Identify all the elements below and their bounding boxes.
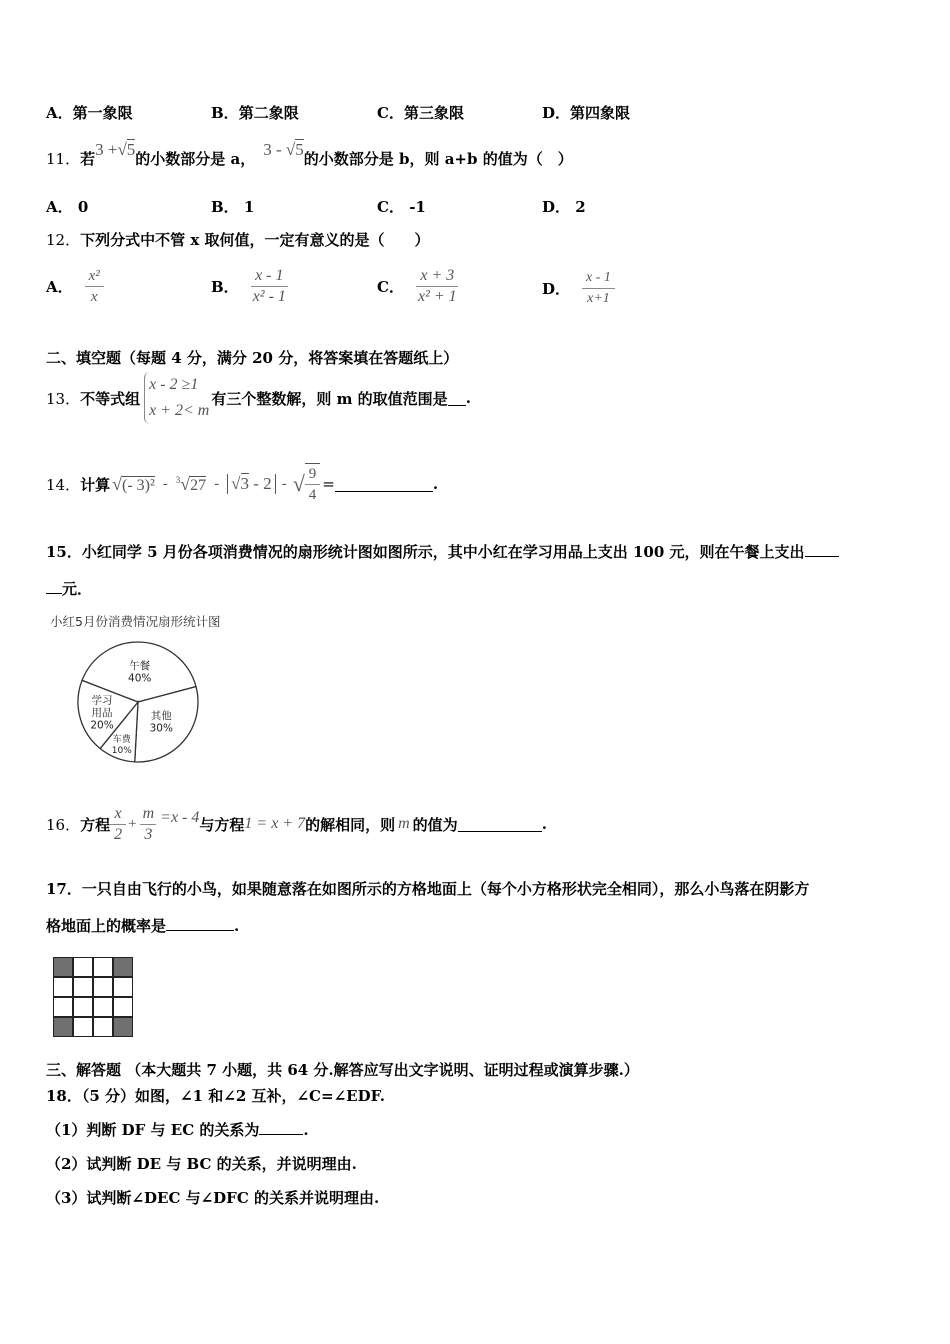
q17-answer-blank[interactable] <box>166 916 234 931</box>
q11-stem: 11． 若 3 +√5 的小数部分是 a， 3 - √5 的小数部分是 b，则 a+b 的值为（ ） <box>46 140 573 168</box>
pie-slice-label: 学习 <box>91 694 113 707</box>
grid-cell <box>53 977 73 997</box>
q16-fraction-2: $\frac{m}{3}$ <box>139 804 159 845</box>
section-3-heading: 三、解答题 （本大题共 7 小题，共 64 分.解答应写出文字说明、证明过程或演算步骤.） <box>46 1061 639 1079</box>
grid-cell <box>113 997 133 1017</box>
q13-answer-blank[interactable] <box>448 391 466 406</box>
q18-part-3: （3）试判断∠DEC 与∠DFC 的关系并说明理由. <box>46 1189 380 1207</box>
q10-option-c: C．第三象限 <box>377 104 464 122</box>
q14-cube-root: $^3$√27 <box>175 473 207 494</box>
pie-slice-label: 其他 <box>150 709 172 722</box>
q17-stem-line1: 17．一只自由飞行的小鸟，如果随意落在如图所示的方格地面上（每个小方格形状完全相同），那么小鸟落在阴影方 <box>46 880 810 898</box>
q15-answer-blank-2[interactable] <box>46 579 62 594</box>
pie-slice-label: 用品 <box>91 706 113 719</box>
q12-b-fraction: $\frac{x - 1}{\text{x² - 1}}$ <box>252 267 286 305</box>
q18-part-2: （2）试判断 DE 与 BC 的关系，并说明理由. <box>46 1155 357 1173</box>
pie-slice-label: 车费 <box>112 734 131 745</box>
q16-answer-blank[interactable] <box>458 817 542 832</box>
q17-grid-figure <box>53 957 135 1039</box>
grid-cell <box>113 977 133 997</box>
q18-stem: 18．（5 分）如图，∠1 和∠2 互补，∠C=∠EDF. <box>46 1087 385 1105</box>
q12-c-fraction: $\frac{x + 3}{\text{x² + 1}}$ <box>417 267 457 305</box>
q12-option-d: D． $\frac{x - 1}{x+1}$ <box>542 268 615 309</box>
q18-part-1: （1）判断 DF 与 EC 的关系为 . <box>46 1121 309 1139</box>
pie-slice-label: 午餐 <box>129 659 151 672</box>
grid-cell <box>93 1017 113 1037</box>
grid-cell <box>93 997 113 1017</box>
q11-option-d: D． 2 <box>542 198 586 216</box>
q18-answer-blank[interactable] <box>259 1120 303 1135</box>
grid-cell <box>73 1017 93 1037</box>
grid-cell-shaded <box>53 957 73 977</box>
q15-answer-blank-1[interactable] <box>805 542 839 557</box>
q14-answer-blank[interactable] <box>335 477 433 492</box>
q10-option-d: D．第四象限 <box>542 104 631 122</box>
q11-option-b: B． 1 <box>211 198 255 216</box>
grid-cell <box>93 957 113 977</box>
grid-cell <box>73 977 93 997</box>
grid-cell-shaded <box>53 1017 73 1037</box>
q16-fraction-1: $\frac{x}{2}$ <box>110 804 126 845</box>
grid-cell <box>53 997 73 1017</box>
q12-option-a: A． $\frac{\text{x²}}{x}$ <box>46 266 104 307</box>
q12-option-c: C． $\frac{x + 3}{\text{x² + 1}}$ <box>377 266 461 307</box>
q14-term1: √(- 3)² <box>112 473 155 494</box>
q11-expr2: 3 - √5 <box>263 140 304 159</box>
q13-stem: 13． 不等式组 x - 2 ≥1 x + 2< m 有三个整数解，则 m 的取值范围是 . <box>46 370 471 426</box>
q10-option-b: B．第二象限 <box>211 104 299 122</box>
q12-stem: 12．下列分式中不管 x 取何值，一定有意义的是（ ） <box>46 231 430 249</box>
q11-number: 11． <box>46 149 81 168</box>
q13-system: x - 2 ≥1 x + 2< m <box>144 372 209 424</box>
q15-stem-line2: 元． <box>46 578 92 599</box>
q17-stem-line2: 格地面上的概率是 . <box>46 917 240 935</box>
q14-stem: 14． 计算 √(- 3)² - $^3$√27 - √3 - 2 - √ $\frac{9}{4}$ = . <box>46 456 438 512</box>
q11-expr1: 3 +√5 <box>95 140 136 159</box>
q16-stem: 16． 方程 $\frac{x}{2}$ + $\frac{m}{3}$ =x - 4 与方程 1 = x + 7 的解相同，则 m 的值为 . <box>46 804 547 843</box>
q11-option-c: C． -1 <box>377 198 426 216</box>
grid-cell <box>73 997 93 1017</box>
grid-cell-shaded <box>113 1017 133 1037</box>
q12-number: 12． <box>46 231 81 249</box>
q14-absolute: √3 - 2 <box>227 474 276 494</box>
pie-chart-figure <box>48 612 248 768</box>
q12-option-b: B． $\frac{x - 1}{\text{x² - 1}}$ <box>211 266 290 307</box>
q11-option-a: A． 0 <box>46 198 89 216</box>
pie-pct-label: 10% <box>111 745 132 756</box>
pie-pct-label: 30% <box>149 722 173 735</box>
grid-cell-shaded <box>113 957 133 977</box>
pie-pct-label: 20% <box>90 719 114 732</box>
q12-d-fraction: $\frac{x - 1}{x+1}$ <box>582 268 615 309</box>
q15-stem-line1: 15．小红同学 5 月份各项消费情况的扇形统计图如图所示，其中小红在学习用品上支出 100 元，则在午餐上支出 <box>46 541 839 562</box>
grid-cell <box>73 957 93 977</box>
pie-chart-svg <box>48 612 248 768</box>
q10-option-a: A．第一象限 <box>46 104 133 122</box>
section-2-heading: 二、填空题（每题 4 分，满分 20 分，将答案填在答题纸上） <box>46 349 459 367</box>
q12-a-fraction: $\frac{\text{x²}}{x}$ <box>85 266 104 307</box>
q14-fraction: $\frac{9}{4}$ <box>305 463 321 505</box>
pie-pct-label: 40% <box>128 672 152 685</box>
grid-cell <box>93 977 113 997</box>
pie-chart-title: 小红5月份消费情况扇形统计图 <box>50 614 221 629</box>
